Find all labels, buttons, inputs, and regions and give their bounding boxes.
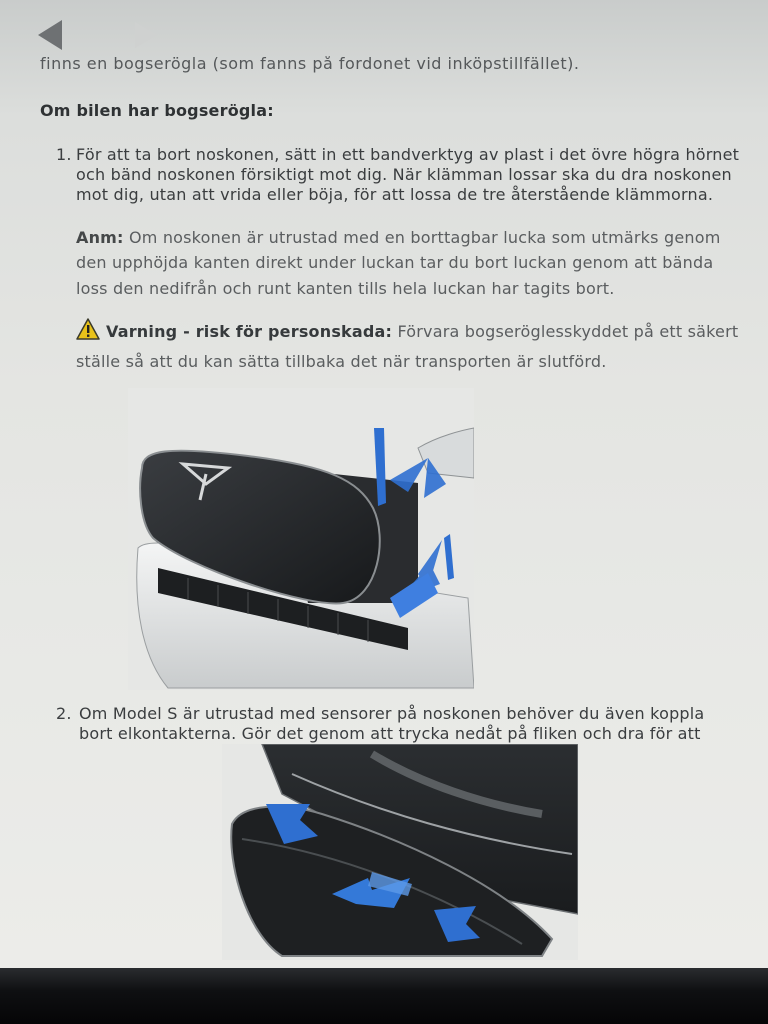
- screen-bezel: [0, 968, 768, 1024]
- step-1-line-1: För att ta bort noskonen, sätt in ett bandverktyg av plast i det övre högra hörnet: [76, 145, 740, 164]
- warning-line-2: ställe så att du kan sätta tillbaka det när transporten är slutförd.: [76, 352, 607, 371]
- nose-cone-illustration: [128, 388, 474, 690]
- warning-triangle-icon: [76, 318, 100, 344]
- note-line-1: [76, 228, 720, 247]
- step-2-number: 2.: [56, 704, 72, 723]
- arrow-right-icon: [135, 22, 157, 48]
- note-line-2: den upphöjda kanten direkt under luckan tar du bort luckan genom att bända: [76, 253, 714, 272]
- section-heading: Om bilen har bogserögla:: [40, 101, 274, 120]
- step-1-number: 1.: [56, 145, 72, 164]
- cut-off-text-line: finns en bogserögla (som fanns på fordonet vid inköpstillfället).: [40, 56, 580, 73]
- step-1-line-3: mot dig, utan att vrida eller böja, för att lossa de tre återstående klämmorna.: [76, 185, 714, 204]
- arrow-left-icon[interactable]: [38, 20, 62, 50]
- step-2-line-2: bort elkontakterna. Gör det genom att trycka nedåt på fliken och dra för att: [79, 724, 701, 743]
- warning-text-1: Förvara bogseröglesskyddet på ett säkert: [397, 322, 739, 341]
- step-2-line-1: Om Model S är utrustad med sensorer på noskonen behöver du även koppla: [79, 704, 705, 723]
- step-1-line-2: och bänd noskonen försiktigt mot dig. När klämman lossar ska du dra noskonen: [76, 165, 732, 184]
- note-label: Anm:: [76, 228, 124, 247]
- warning-title: Varning - risk för personskada:: [106, 322, 393, 341]
- note-text-1: Om noskonen är utrustad med en borttagbar lucka som utmärks genom: [128, 228, 721, 247]
- warning-line-1: [76, 318, 738, 344]
- note-line-3: loss den nedifrån och runt kanten tills hela luckan har tagits bort.: [76, 279, 615, 298]
- connector-illustration: [222, 744, 578, 960]
